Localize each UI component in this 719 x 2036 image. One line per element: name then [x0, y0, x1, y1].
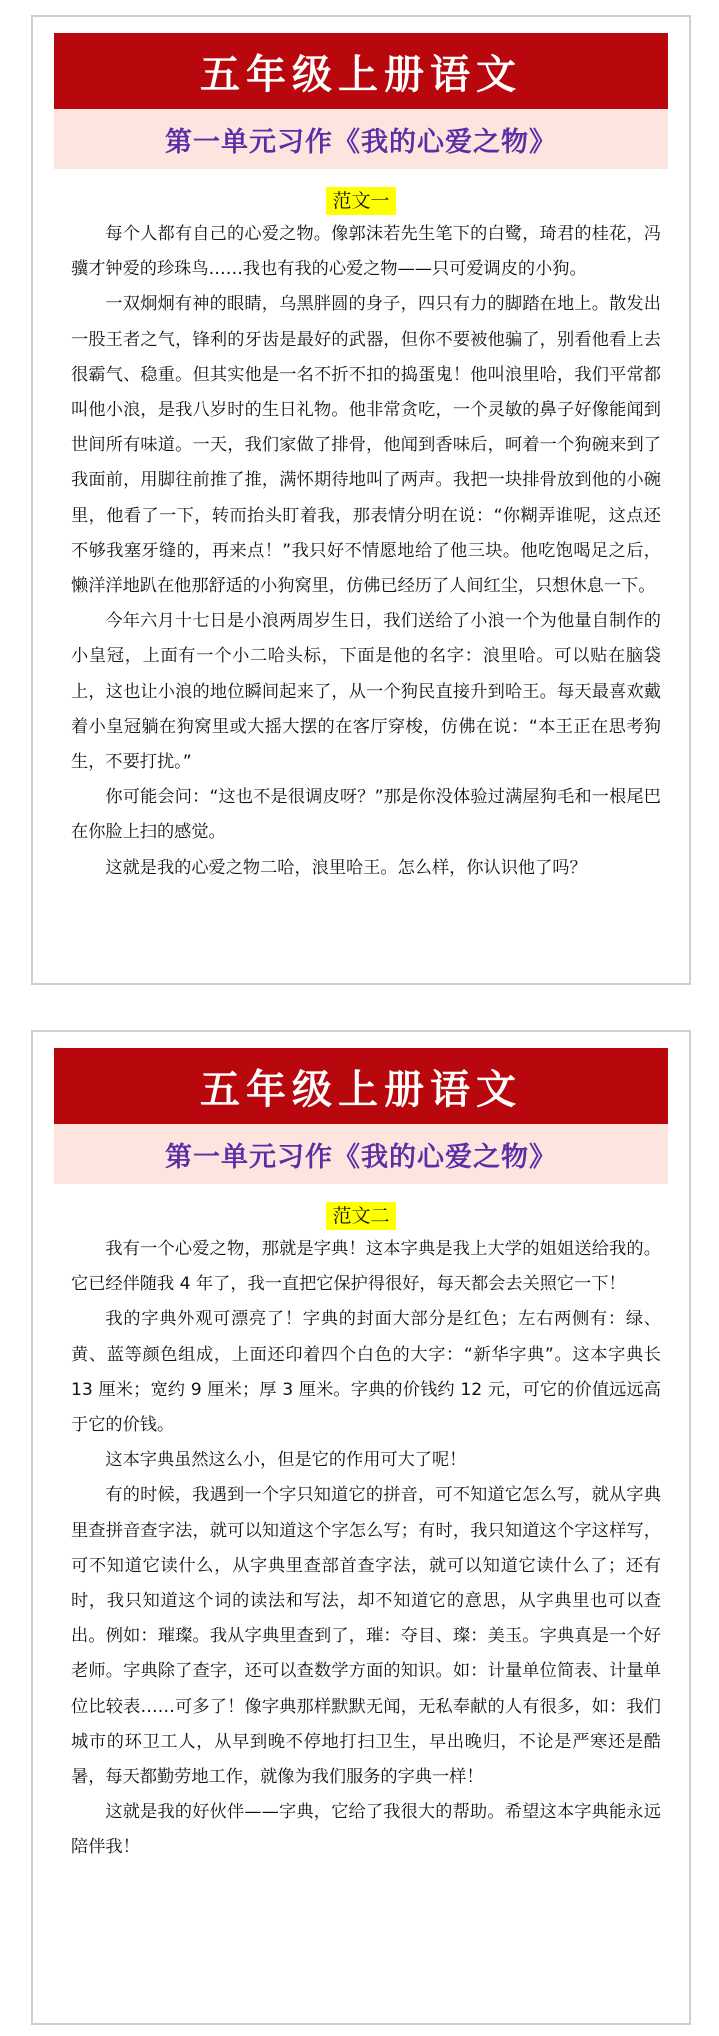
essay-body: [71, 1232, 661, 1866]
paragraph: 你可能会问：“这也不是很调皮呀？”那是你没体验过满屋狗毛和一根尾巴在你脸上扫的感觉。: [71, 787, 661, 843]
essay-card-2: [31, 1030, 691, 2025]
paragraph: 这就是我的心爱之物二哈，浪里哈王。怎么样，你认识他了吗？: [105, 857, 587, 878]
paragraph: 我有一个心爱之物，那就是字典！这本字典是我上大学的姐姐送给我的。它已经伴随我 4 年了，我一直把它保护得很好，每天都会去关照它一下！: [71, 1239, 661, 1295]
paragraph: 有的时候，我遇到一个字只知道它的拼音，可不知道它怎么写，就从字典里查拼音查字法，就可以知道这个字怎么写；有时，我只知道这个字这样写，可不知道它读什么，从字典里查部首查字法，就可以知道它读什么了；还有时，我只知道这个词的读法和写法，却不知道它的意思，从字典里也可以查出。例如：璀璨。我从字典里查到了，璀：夺目、璨：美玉。字典真是一个好老师。字典除了查字，还可以查数学方面的知识。如：计量单位简表、计量单位比较表……可多了！像字典那样默默无闻，无私奉献的人有很多，如：我们城市的环卫工人，从早到晚不停地打扫卫生，早出晚归，不论是严寒还是酷暑，每天都勤劳地工作，就像为我们服务的字典一样！: [71, 1485, 661, 1788]
essay-body: [71, 217, 661, 886]
paragraph: 这就是我的好伙伴——字典，它给了我很大的帮助。希望这本字典能永远陪伴我！: [71, 1802, 661, 1858]
paragraph: 一双炯炯有神的眼睛，乌黑胖圆的身子，四只有力的脚踏在地上。散发出一股王者之气，锋利的牙齿是最好的武器，但你不要被他骗了，别看他看上去很霸气、稳重。但其实他是一名不折不扣的捣蛋鬼！他叫浪里哈，我们平常都叫他小浪，是我八岁时的生日礼物。他非常贪吃，一个灵敏的鼻子好像能闻到世间所有味道。一天，我们家做了排骨，他闻到香味后，呵着一个狗碗来到了我面前，用脚往前推了推，满怀期待地叫了两声。我把一块排骨放到他的小碗里，他看了一下，转而抬头盯着我，那表情分明在说：“你糊弄谁呢，这点还不够我塞牙缝的，再来点！”我只好不情愿地给了他三块。他吃饱喝足之后，懒洋洋地趴在他那舒适的小狗窝里，仿佛已经历了人间红尘，只想休息一下。: [71, 294, 661, 597]
title-banner: [54, 33, 668, 109]
essay-card-1: [31, 15, 691, 985]
unit-subtitle: 第一单元习作《我的心爱之物》: [165, 1141, 557, 1173]
page-title: 五年级上册语文: [200, 1065, 522, 1113]
paragraph: 今年六月十七日是小浪两周岁生日，我们送给了小浪一个为他量自制作的小皇冠，上面有一个小二哈头标，下面是他的名字：浪里哈。可以贴在脑袋上，这也让小浪的地位瞬间起来了，从一个狗民直接升到哈王。每天最喜欢戴着小皇冠躺在狗窝里或大摇大摆的在客厅穿梭，仿佛在说：“本王正在思考狗生，不要打扰。”: [71, 611, 661, 773]
sample-tag-row: [33, 187, 689, 215]
sample-tag: 范文二: [326, 1202, 395, 1230]
subtitle-banner: [54, 1124, 668, 1184]
paragraph: 每个人都有自己的心爱之物。像郭沫若先生笔下的白鹭，琦君的桂花，冯骥才钟爱的珍珠鸟……我也有我的心爱之物——只可爱调皮的小狗。: [71, 224, 661, 280]
sample-tag: 范文一: [326, 187, 395, 215]
page-title: 五年级上册语文: [200, 50, 522, 98]
paragraph: 我的字典外观可漂亮了！字典的封面大部分是红色；左右两侧有：绿、黄、蓝等颜色组成，上面还印着四个白色的大字：“新华字典”。这本字典长 13 厘米；宽约 9 厘米；厚 3 厘米。字典的价钱约 12 元，可它的价值远远高于它的价钱。: [71, 1309, 661, 1436]
subtitle-banner: [54, 109, 668, 169]
sample-tag-row: [33, 1202, 689, 1230]
paragraph: 这本字典虽然这么小，但是它的作用可大了呢！: [105, 1450, 467, 1471]
unit-subtitle: 第一单元习作《我的心爱之物》: [165, 126, 557, 158]
title-banner: [54, 1048, 668, 1124]
